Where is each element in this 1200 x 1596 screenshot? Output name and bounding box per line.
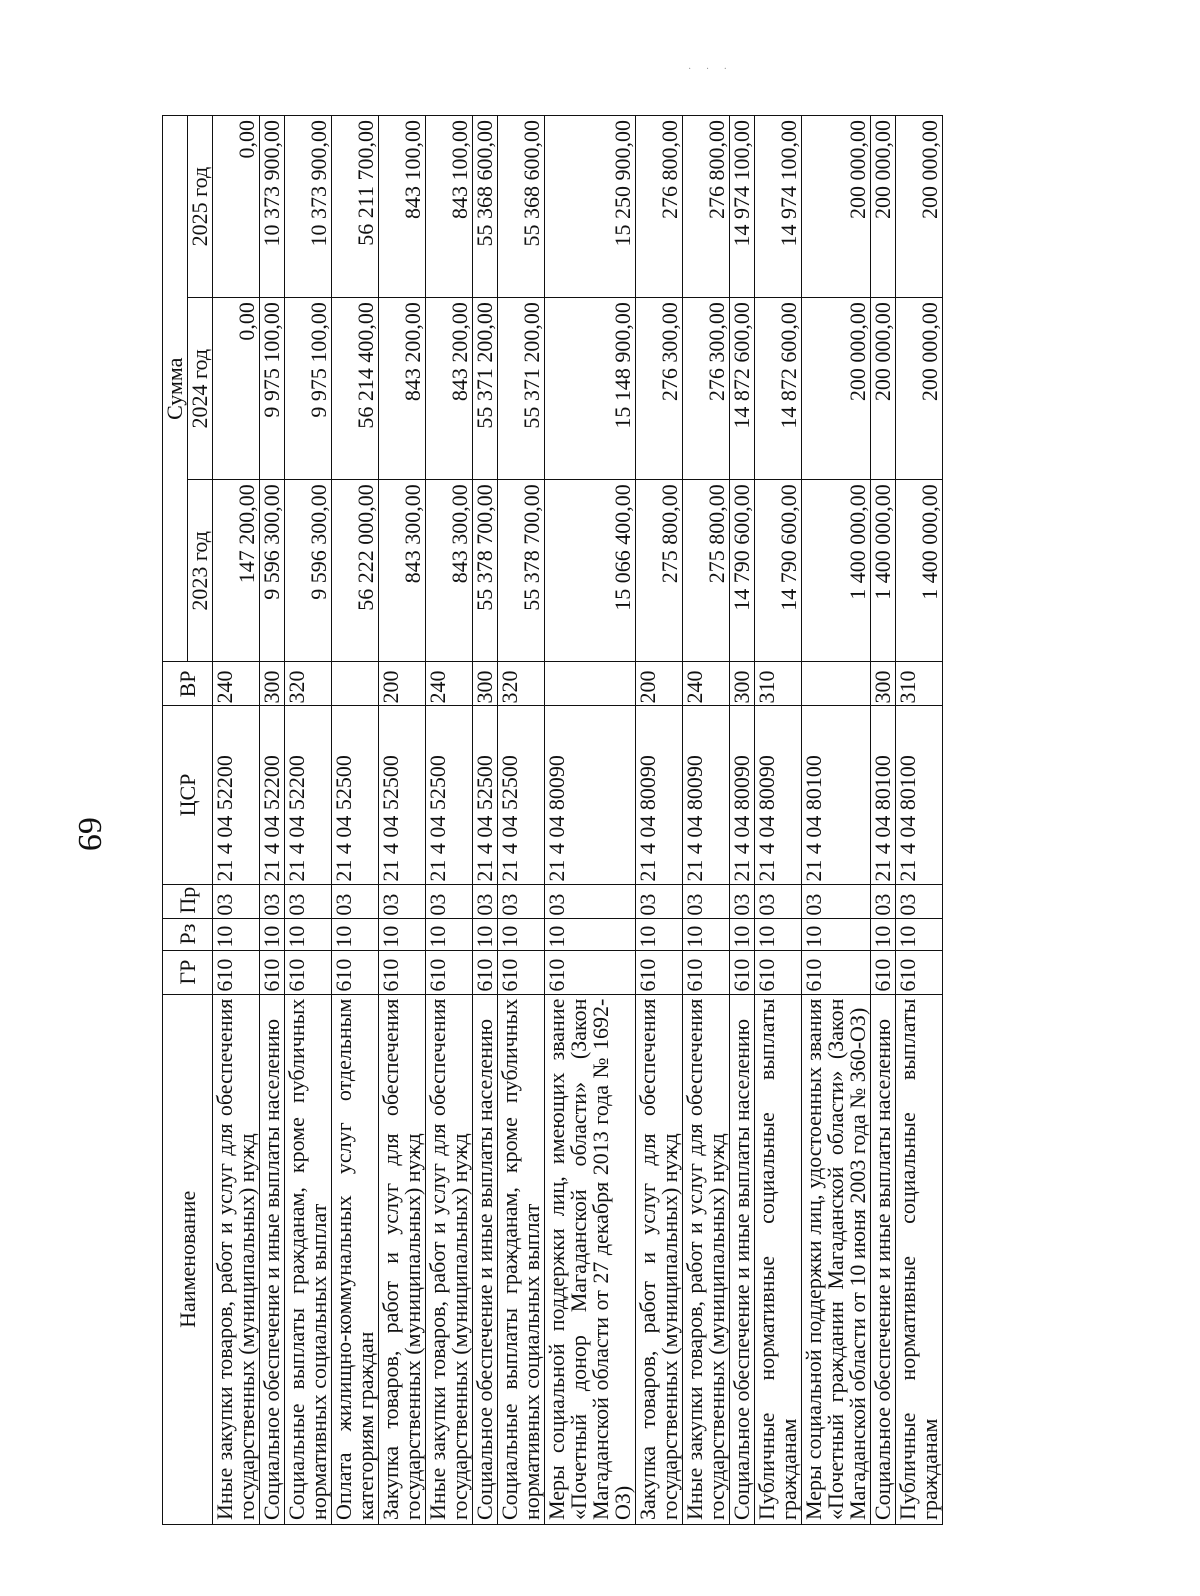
row-amount-2024: 276 300,00 (636, 298, 683, 480)
row-name: Закупка товаров, работ и услуг для обеспечения государственных (муниципальных) нужд (636, 994, 683, 1524)
row-csr: 21 4 04 52200 (285, 706, 332, 884)
row-vr: 310 (896, 662, 943, 706)
row-name: Меры социальной поддержки лиц, имеющих звание «Почетный донор Магаданской области» (Закон Магаданской области от 27 декабря 2013 года № 1692-ОЗ) (545, 994, 636, 1524)
header-year-2024: 2024 год (188, 298, 213, 480)
row-amount-2025: 843 100,00 (379, 116, 426, 298)
row-vr: 300 (871, 662, 896, 706)
row-rz: 10 (545, 918, 636, 950)
row-csr: 21 4 04 80090 (545, 706, 636, 884)
row-name: Социальные выплаты гражданам, кроме публичных нормативных социальных выплат (285, 994, 332, 1524)
row-name: Социальное обеспечение и иные выплаты населению (260, 994, 285, 1524)
row-pr: 03 (213, 884, 260, 918)
row-amount-2024: 56 214 400,00 (332, 298, 379, 480)
table-body (213, 116, 943, 1525)
row-rz: 10 (260, 918, 285, 950)
row-rz: 10 (636, 918, 683, 950)
row-amount-2023: 9 596 300,00 (285, 480, 332, 662)
row-vr: 320 (498, 662, 545, 706)
row-csr: 21 4 04 52500 (332, 706, 379, 884)
row-rz: 10 (683, 918, 730, 950)
row-amount-2024: 14 872 600,00 (730, 298, 755, 480)
row-amount-2025: 276 800,00 (636, 116, 683, 298)
row-amount-2025: 276 800,00 (683, 116, 730, 298)
row-amount-2024: 843 200,00 (379, 298, 426, 480)
table-row (498, 116, 545, 1525)
header-gr: ГР (163, 950, 213, 994)
row-gr: 610 (379, 950, 426, 994)
row-rz: 10 (896, 918, 943, 950)
row-pr: 03 (285, 884, 332, 918)
row-amount-2023: 14 790 600,00 (730, 480, 755, 662)
row-amount-2024: 55 371 200,00 (473, 298, 498, 480)
row-vr: 240 (426, 662, 473, 706)
header-year-2023: 2023 год (188, 480, 213, 662)
row-vr: 200 (636, 662, 683, 706)
row-pr: 03 (730, 884, 755, 918)
row-gr: 610 (755, 950, 802, 994)
row-amount-2025: 10 373 900,00 (285, 116, 332, 298)
table-row (285, 116, 332, 1525)
row-pr: 03 (426, 884, 473, 918)
row-pr: 03 (802, 884, 871, 918)
row-pr: 03 (473, 884, 498, 918)
row-amount-2025: 14 974 100,00 (730, 116, 755, 298)
row-name: Публичные нормативные социальные выплаты гражданам (755, 994, 802, 1524)
row-gr: 610 (213, 950, 260, 994)
table-row (379, 116, 426, 1525)
row-vr (332, 662, 379, 706)
row-rz: 10 (498, 918, 545, 950)
header-csr: ЦСР (163, 706, 213, 884)
row-amount-2023: 275 800,00 (683, 480, 730, 662)
table-row (473, 116, 498, 1525)
row-amount-2023: 1 400 000,00 (896, 480, 943, 662)
header-rz: Рз (163, 918, 213, 950)
row-name: Социальные выплаты гражданам, кроме публичных нормативных социальных выплат (498, 994, 545, 1524)
row-csr: 21 4 04 52500 (473, 706, 498, 884)
row-amount-2024: 200 000,00 (871, 298, 896, 480)
row-name: Оплата жилищно-коммунальных услуг отдельным категориям граждан (332, 994, 379, 1524)
row-pr: 03 (260, 884, 285, 918)
row-name: Меры социальной поддержки лиц, удостоенных звания «Почетный гражданин Магаданской области» (Закон Магаданской области от 10 июня 2003 года № 360-ОЗ) (802, 994, 871, 1524)
row-amount-2024: 9 975 100,00 (285, 298, 332, 480)
header-vr: ВР (163, 662, 213, 706)
row-gr: 610 (498, 950, 545, 994)
row-gr: 610 (802, 950, 871, 994)
budget-table-container (162, 115, 943, 1525)
table-row (213, 116, 260, 1525)
row-gr: 610 (332, 950, 379, 994)
table-row (871, 116, 896, 1525)
row-rz: 10 (379, 918, 426, 950)
row-csr: 21 4 04 80090 (636, 706, 683, 884)
row-csr: 21 4 04 80090 (683, 706, 730, 884)
row-gr: 610 (285, 950, 332, 994)
row-vr: 310 (755, 662, 802, 706)
row-gr: 610 (896, 950, 943, 994)
row-gr: 610 (871, 950, 896, 994)
row-name: Иные закупки товаров, работ и услуг для обеспечения государственных (муниципальных) нужд (426, 994, 473, 1524)
row-amount-2023: 843 300,00 (379, 480, 426, 662)
row-gr: 610 (260, 950, 285, 994)
row-amount-2024: 200 000,00 (802, 298, 871, 480)
row-rz: 10 (871, 918, 896, 950)
row-pr: 03 (896, 884, 943, 918)
row-csr: 21 4 04 52200 (213, 706, 260, 884)
row-amount-2024: 200 000,00 (896, 298, 943, 480)
row-amount-2025: 55 368 600,00 (498, 116, 545, 298)
row-vr (802, 662, 871, 706)
row-pr: 03 (332, 884, 379, 918)
row-vr: 300 (730, 662, 755, 706)
row-amount-2024: 9 975 100,00 (260, 298, 285, 480)
row-csr: 21 4 04 52500 (379, 706, 426, 884)
row-name: Социальное обеспечение и иные выплаты населению (730, 994, 755, 1524)
row-gr: 610 (636, 950, 683, 994)
page-number: 69 (71, 817, 108, 851)
row-amount-2024: 0,00 (213, 298, 260, 480)
row-amount-2023: 15 066 400,00 (545, 480, 636, 662)
table-row (896, 116, 943, 1525)
row-amount-2025: 200 000,00 (802, 116, 871, 298)
row-amount-2024: 15 148 900,00 (545, 298, 636, 480)
row-amount-2025: 15 250 900,00 (545, 116, 636, 298)
row-pr: 03 (545, 884, 636, 918)
row-pr: 03 (498, 884, 545, 918)
header-pr: Пр (163, 884, 213, 918)
row-amount-2023: 275 800,00 (636, 480, 683, 662)
row-amount-2023: 14 790 600,00 (755, 480, 802, 662)
table-header (163, 116, 213, 1525)
table-row (730, 116, 755, 1525)
row-vr: 320 (285, 662, 332, 706)
row-csr: 21 4 04 80100 (871, 706, 896, 884)
row-amount-2025: 0,00 (213, 116, 260, 298)
row-gr: 610 (730, 950, 755, 994)
header-sum: Сумма (163, 116, 188, 662)
table-row (636, 116, 683, 1525)
row-name: Социальное обеспечение и иные выплаты населению (871, 994, 896, 1524)
row-rz: 10 (426, 918, 473, 950)
row-name: Закупка товаров, работ и услуг для обеспечения государственных (муниципальных) нужд (379, 994, 426, 1524)
row-name: Социальное обеспечение и иные выплаты населению (473, 994, 498, 1524)
row-rz: 10 (755, 918, 802, 950)
row-rz: 10 (730, 918, 755, 950)
table-row (545, 116, 636, 1525)
table-row (332, 116, 379, 1525)
row-csr: 21 4 04 52500 (498, 706, 545, 884)
row-vr (545, 662, 636, 706)
row-name: Иные закупки товаров, работ и услуг для обеспечения государственных (муниципальных) нужд (213, 994, 260, 1524)
row-rz: 10 (473, 918, 498, 950)
row-gr: 610 (473, 950, 498, 994)
row-vr: 200 (379, 662, 426, 706)
row-vr: 300 (260, 662, 285, 706)
row-csr: 21 4 04 80090 (755, 706, 802, 884)
row-amount-2023: 147 200,00 (213, 480, 260, 662)
row-amount-2025: 14 974 100,00 (755, 116, 802, 298)
row-gr: 610 (683, 950, 730, 994)
row-gr: 610 (545, 950, 636, 994)
row-vr: 240 (213, 662, 260, 706)
row-amount-2024: 14 872 600,00 (755, 298, 802, 480)
row-amount-2025: 55 368 600,00 (473, 116, 498, 298)
row-pr: 03 (683, 884, 730, 918)
row-amount-2024: 55 371 200,00 (498, 298, 545, 480)
row-amount-2023: 843 300,00 (426, 480, 473, 662)
row-gr: 610 (426, 950, 473, 994)
header-year-2025: 2025 год (188, 116, 213, 298)
row-pr: 03 (636, 884, 683, 918)
row-pr: 03 (379, 884, 426, 918)
row-amount-2023: 56 222 000,00 (332, 480, 379, 662)
row-csr: 21 4 04 80100 (802, 706, 871, 884)
row-csr: 21 4 04 80100 (896, 706, 943, 884)
row-name: Иные закупки товаров, работ и услуг для обеспечения государственных (муниципальных) нужд (683, 994, 730, 1524)
row-pr: 03 (755, 884, 802, 918)
row-vr: 300 (473, 662, 498, 706)
row-amount-2023: 9 596 300,00 (260, 480, 285, 662)
table-row (802, 116, 871, 1525)
row-amount-2025: 200 000,00 (871, 116, 896, 298)
row-amount-2024: 843 200,00 (426, 298, 473, 480)
row-amount-2023: 55 378 700,00 (498, 480, 545, 662)
row-rz: 10 (332, 918, 379, 950)
row-rz: 10 (285, 918, 332, 950)
table-row (260, 116, 285, 1525)
table-row (426, 116, 473, 1525)
row-amount-2025: 56 211 700,00 (332, 116, 379, 298)
row-amount-2023: 55 378 700,00 (473, 480, 498, 662)
budget-table (162, 115, 943, 1525)
header-name: Наименование (163, 994, 213, 1524)
row-amount-2025: 10 373 900,00 (260, 116, 285, 298)
row-amount-2023: 1 400 000,00 (802, 480, 871, 662)
row-csr: 21 4 04 52200 (260, 706, 285, 884)
row-name: Публичные нормативные социальные выплаты гражданам (896, 994, 943, 1524)
row-csr: 21 4 04 80090 (730, 706, 755, 884)
row-rz: 10 (802, 918, 871, 950)
row-amount-2025: 200 000,00 (896, 116, 943, 298)
row-csr: 21 4 04 52500 (426, 706, 473, 884)
row-pr: 03 (871, 884, 896, 918)
scan-artifact: · · · (688, 64, 733, 75)
row-rz: 10 (213, 918, 260, 950)
row-vr: 240 (683, 662, 730, 706)
table-row (755, 116, 802, 1525)
row-amount-2023: 1 400 000,00 (871, 480, 896, 662)
row-amount-2024: 276 300,00 (683, 298, 730, 480)
row-amount-2025: 843 100,00 (426, 116, 473, 298)
table-row (683, 116, 730, 1525)
